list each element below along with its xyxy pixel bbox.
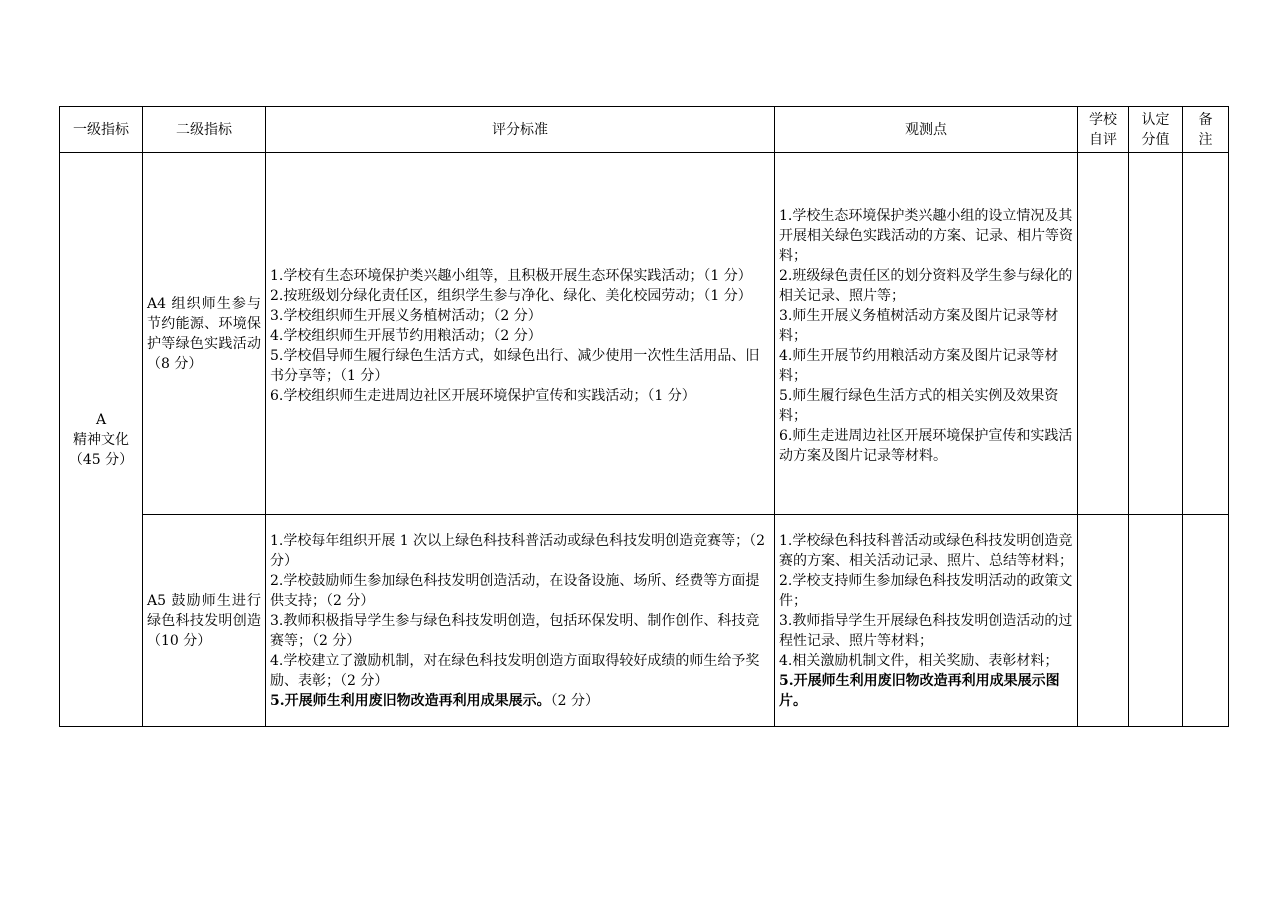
- remarks-cell-a4[interactable]: [1183, 153, 1229, 515]
- confirmed-score-cell-a5[interactable]: [1129, 515, 1183, 727]
- secondary-indicator-a4: A4 组织师生参与节约能源、环境保护等绿色实践活动（8 分）: [143, 153, 266, 515]
- observation-item: 2.学校支持师生参加绿色科技发明活动的政策文件；: [779, 572, 1073, 609]
- criteria-a4: [266, 153, 775, 515]
- observation-item: 3.教师指导学生开展绿色科技发明创造活动的过程性记录、照片等材料；: [779, 612, 1073, 649]
- criteria-item-last: [270, 691, 770, 711]
- header-secondary-indicator: 二级指标: [143, 107, 266, 153]
- header-row: [60, 107, 1229, 153]
- criteria-item: 6.学校组织师生走进周边社区开展环境保护宣传和实践活动；（1 分）: [270, 387, 696, 404]
- observation-item: 1.学校绿色科技科普活动或绿色科技发明创造竞赛的方案、相关活动记录、照片、总结等材料；: [779, 532, 1073, 569]
- header-self-evaluation: 学校 自评: [1078, 107, 1129, 153]
- observations-a4: [775, 153, 1078, 515]
- observation-item: 4.相关激励机制文件，相关奖励、表彰材料；: [779, 652, 1059, 669]
- observation-item: 2.班级绿色责任区的划分资料及学生参与绿化的相关记录、照片等；: [779, 267, 1073, 304]
- confirmed-score-cell-a4[interactable]: [1129, 153, 1183, 515]
- header-confirmed-score: 认定 分值: [1129, 107, 1183, 153]
- header-remarks: 备 注: [1183, 107, 1229, 153]
- criteria-item: 2.按班级划分绿化责任区，组织学生参与净化、绿化、美化校园劳动；（1 分）: [270, 287, 752, 304]
- table-row: [60, 515, 1229, 727]
- primary-score: （45 分）: [68, 451, 134, 468]
- header-observation-points: 观测点: [775, 107, 1078, 153]
- secondary-indicator-a5: A5 鼓励师生进行绿色科技发明创造（10 分）: [143, 515, 266, 727]
- observation-item: 4.师生开展节约用粮活动方案及图片记录等材料；: [779, 347, 1059, 384]
- observation-item: 3.师生开展义务植树活动方案及图片记录等材料；: [779, 307, 1059, 344]
- self-evaluation-cell-a4[interactable]: [1078, 153, 1129, 515]
- observation-item-last: 5.开展师生利用废旧物改造再利用成果展示图片。: [779, 672, 1060, 709]
- primary-name: 精神文化: [73, 431, 129, 448]
- observation-item: 5.师生履行绿色生活方式的相关实例及效果资料；: [779, 387, 1059, 424]
- observations-a5: [775, 515, 1078, 727]
- criteria-last-bold: 5.开展师生利用废旧物改造再利用成果展示。: [270, 692, 551, 709]
- criteria-item: 1.学校有生态环境保护类兴趣小组等，且积极开展生态环保实践活动；（1 分）: [270, 267, 752, 284]
- criteria-item: 1.学校每年组织开展 1 次以上绿色科技科普活动或绿色科技发明创造竞赛等；（2 分）: [270, 532, 770, 569]
- evaluation-table: [59, 106, 1229, 727]
- table-row: [60, 153, 1229, 515]
- remarks-cell-a5[interactable]: [1183, 515, 1229, 727]
- criteria-item: 3.教师积极指导学生参与绿色科技发明创造，包括环保发明、制作创作、科技竞赛等；（2 分）: [270, 612, 760, 649]
- observation-item: 6.师生走进周边社区开展环境保护宣传和实践活动方案及图片记录等材料。: [779, 427, 1073, 464]
- criteria-item: 2.学校鼓励师生参加绿色科技发明创造活动，在设备设施、场所、经费等方面提供支持；（2 分）: [270, 572, 760, 609]
- criteria-item: 4.学校组织师生开展节约用粮活动；（2 分）: [270, 327, 542, 344]
- criteria-a5: [266, 515, 775, 727]
- header-scoring-criteria: 评分标准: [266, 107, 775, 153]
- criteria-item: 5.学校倡导师生履行绿色生活方式，如绿色出行、减少使用一次性生活用品、旧书分享等；（1 分）: [270, 347, 760, 384]
- criteria-last-score: （2 分）: [550, 692, 599, 709]
- criteria-item: 3.学校组织师生开展义务植树活动；（2 分）: [270, 307, 542, 324]
- primary-indicator-cell: [60, 153, 143, 727]
- self-evaluation-cell-a5[interactable]: [1078, 515, 1129, 727]
- header-primary-indicator: 一级指标: [60, 107, 143, 153]
- criteria-item: 4.学校建立了激励机制，对在绿色科技发明创造方面取得较好成绩的师生给予奖励、表彰；（2 分）: [270, 652, 760, 689]
- observation-item: 1.学校生态环境保护类兴趣小组的设立情况及其开展相关绿色实践活动的方案、记录、相片等资料；: [779, 207, 1073, 264]
- primary-code: A: [95, 411, 107, 428]
